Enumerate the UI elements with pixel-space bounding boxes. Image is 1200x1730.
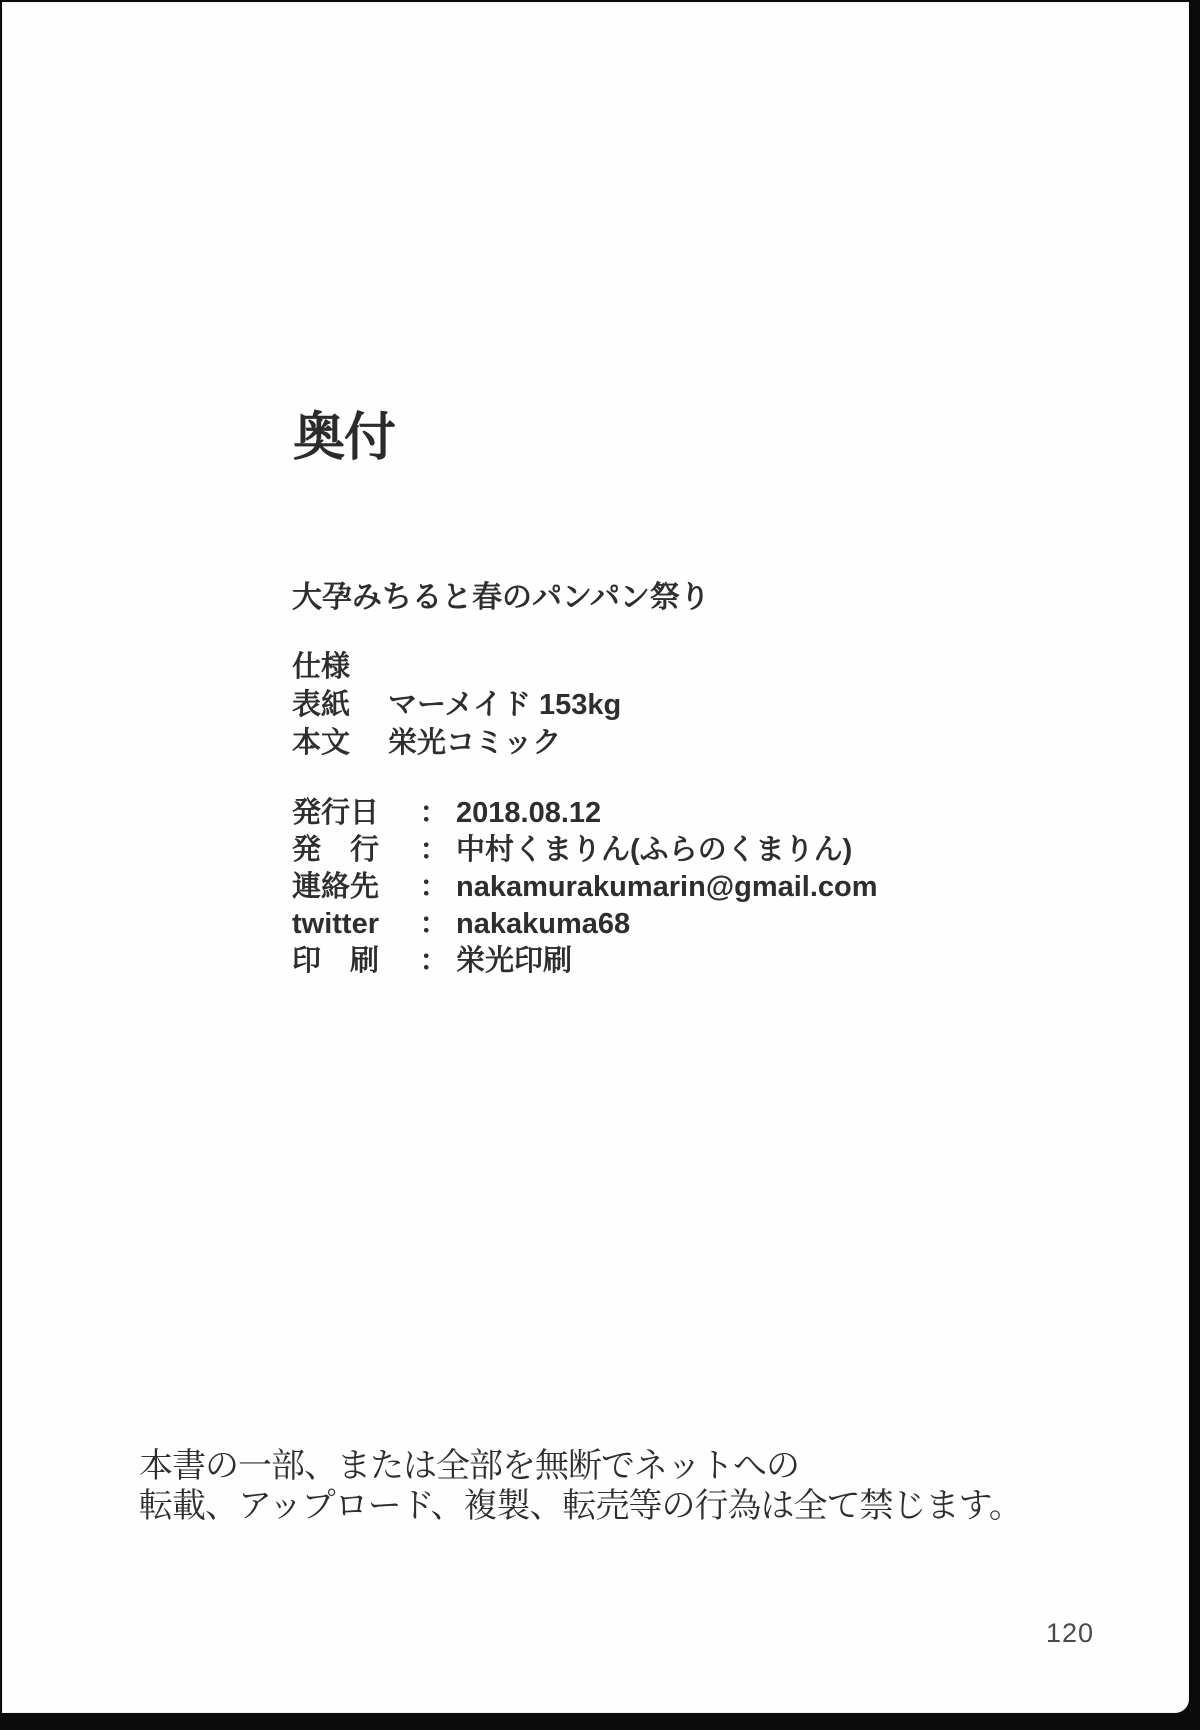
colophon-value-publish-date: 2018.08.12 — [456, 797, 602, 829]
colophon-colon: ： — [419, 797, 449, 829]
colophon-label-printer: 印 刷 — [292, 945, 380, 977]
colophon-row-publish-date — [292, 796, 878, 833]
colophon-row-printer — [292, 944, 878, 981]
colophon-colon: ： — [419, 945, 449, 977]
spec-block — [292, 650, 621, 764]
colophon-value-publisher: 中村くまりん(ふらのくまりん) — [456, 834, 853, 866]
spec-label-cover: 表紙 — [292, 689, 351, 721]
colophon-colon: ： — [419, 834, 449, 866]
colophon-value-printer: 栄光印刷 — [456, 945, 573, 977]
colophon-row-publisher — [292, 833, 878, 870]
colophon-value-twitter-handle: nakakuma68 — [456, 908, 631, 940]
colophon-label-contact: 連絡先 — [292, 871, 380, 903]
spec-heading: 仕様 — [292, 651, 351, 683]
colophon-block — [292, 796, 878, 981]
colophon-colon: ： — [419, 871, 449, 903]
colophon-label-publish-date: 発行日 — [292, 797, 380, 829]
colophon-row-contact — [292, 870, 878, 907]
colophon-value-contact-email: nakamurakumarin@gmail.com — [456, 871, 878, 903]
book-title: 大孕みちると春のパンパン祭り — [292, 581, 710, 614]
colophon-label-publisher: 発 行 — [292, 834, 380, 866]
colophon-colon: ： — [419, 908, 449, 940]
copyright-disclaimer — [139, 1446, 1022, 1526]
scanned-page — [2, 2, 1189, 1713]
page-number: 120 — [1046, 1618, 1095, 1648]
disclaimer-line-1: 本書の一部、または全部を無断でネットへの — [139, 1447, 799, 1485]
spec-label-body: 本文 — [292, 727, 351, 759]
spec-value-cover: マーメイド 153kg — [388, 689, 622, 721]
page-heading: 奥付 — [293, 409, 396, 467]
colophon-row-twitter — [292, 907, 878, 944]
spec-value-body: 栄光コミック — [388, 727, 562, 759]
spec-row-body — [292, 726, 621, 764]
spec-row-cover — [292, 688, 621, 726]
colophon-label-twitter: twitter — [292, 908, 379, 940]
disclaimer-line-2: 転載、アップロード、複製、転売等の行為は全て禁じます。 — [139, 1487, 1022, 1525]
